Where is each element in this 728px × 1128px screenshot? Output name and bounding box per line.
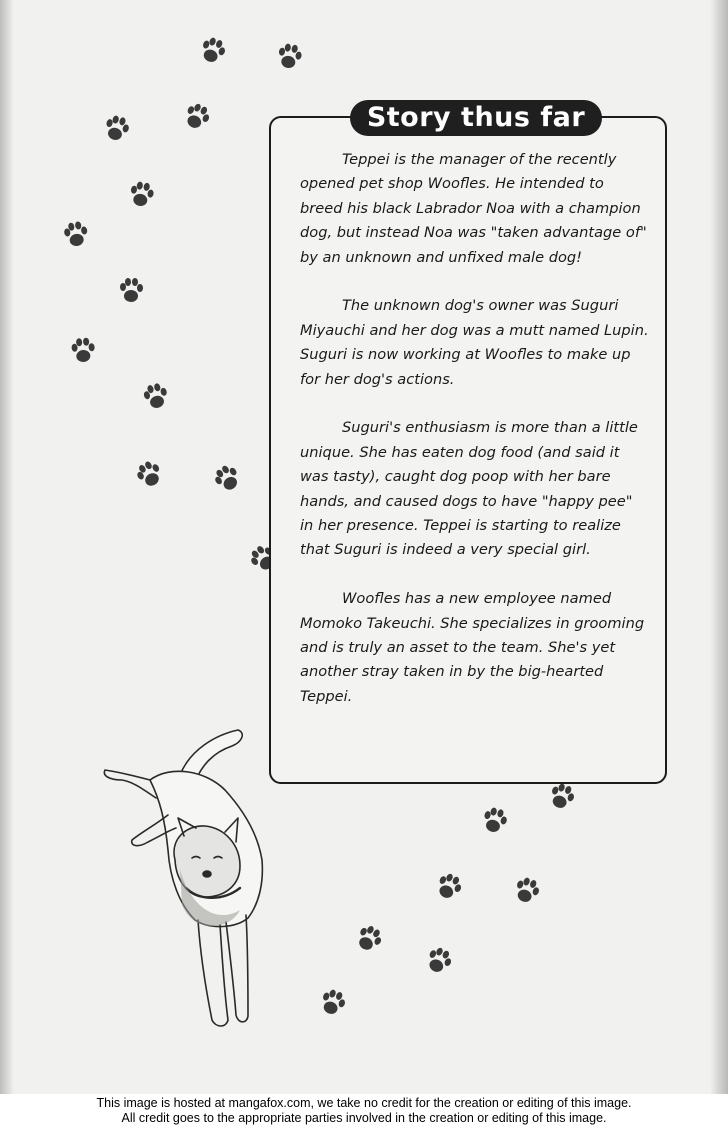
credit-line: This image is hosted at mangafox.com, we take no credit for the creation or editing of this image. bbox=[96, 1096, 632, 1110]
credit-footer bbox=[0, 1096, 728, 1126]
story-paragraph: Teppei is the manager of the recently opened pet shop Woofles. He intended to breed his black Labrador Noa with a champion dog, but instead Noa was "taken advantage of" by an unknown and unfixed male dog! bbox=[300, 151, 647, 266]
credit-line: All credit goes to the appropriate parties involved in the creation or editing of this image. bbox=[121, 1111, 607, 1125]
story-text bbox=[300, 148, 650, 709]
story-title: Story thus far bbox=[350, 100, 602, 136]
story-paragraph: The unknown dog's owner was Suguri Miyauchi and her dog was a mutt named Lupin. Suguri is now working at Woofles to make up for her dog's actions. bbox=[300, 297, 649, 388]
story-paragraph: Woofles has a new employee named Momoko Takeuchi. She specializes in grooming and is truly an asset to the team. She's yet another stray taken in by the big-hearted Teppei. bbox=[300, 590, 645, 705]
story-paragraph: Suguri's enthusiasm is more than a little unique. She has eaten dog food (and said it was tasty), caught dog poop with her bare hands, and caused dogs to have "happy pee" in her presence. Teppei is starting to realize that Suguri is indeed a very special girl. bbox=[300, 419, 638, 559]
